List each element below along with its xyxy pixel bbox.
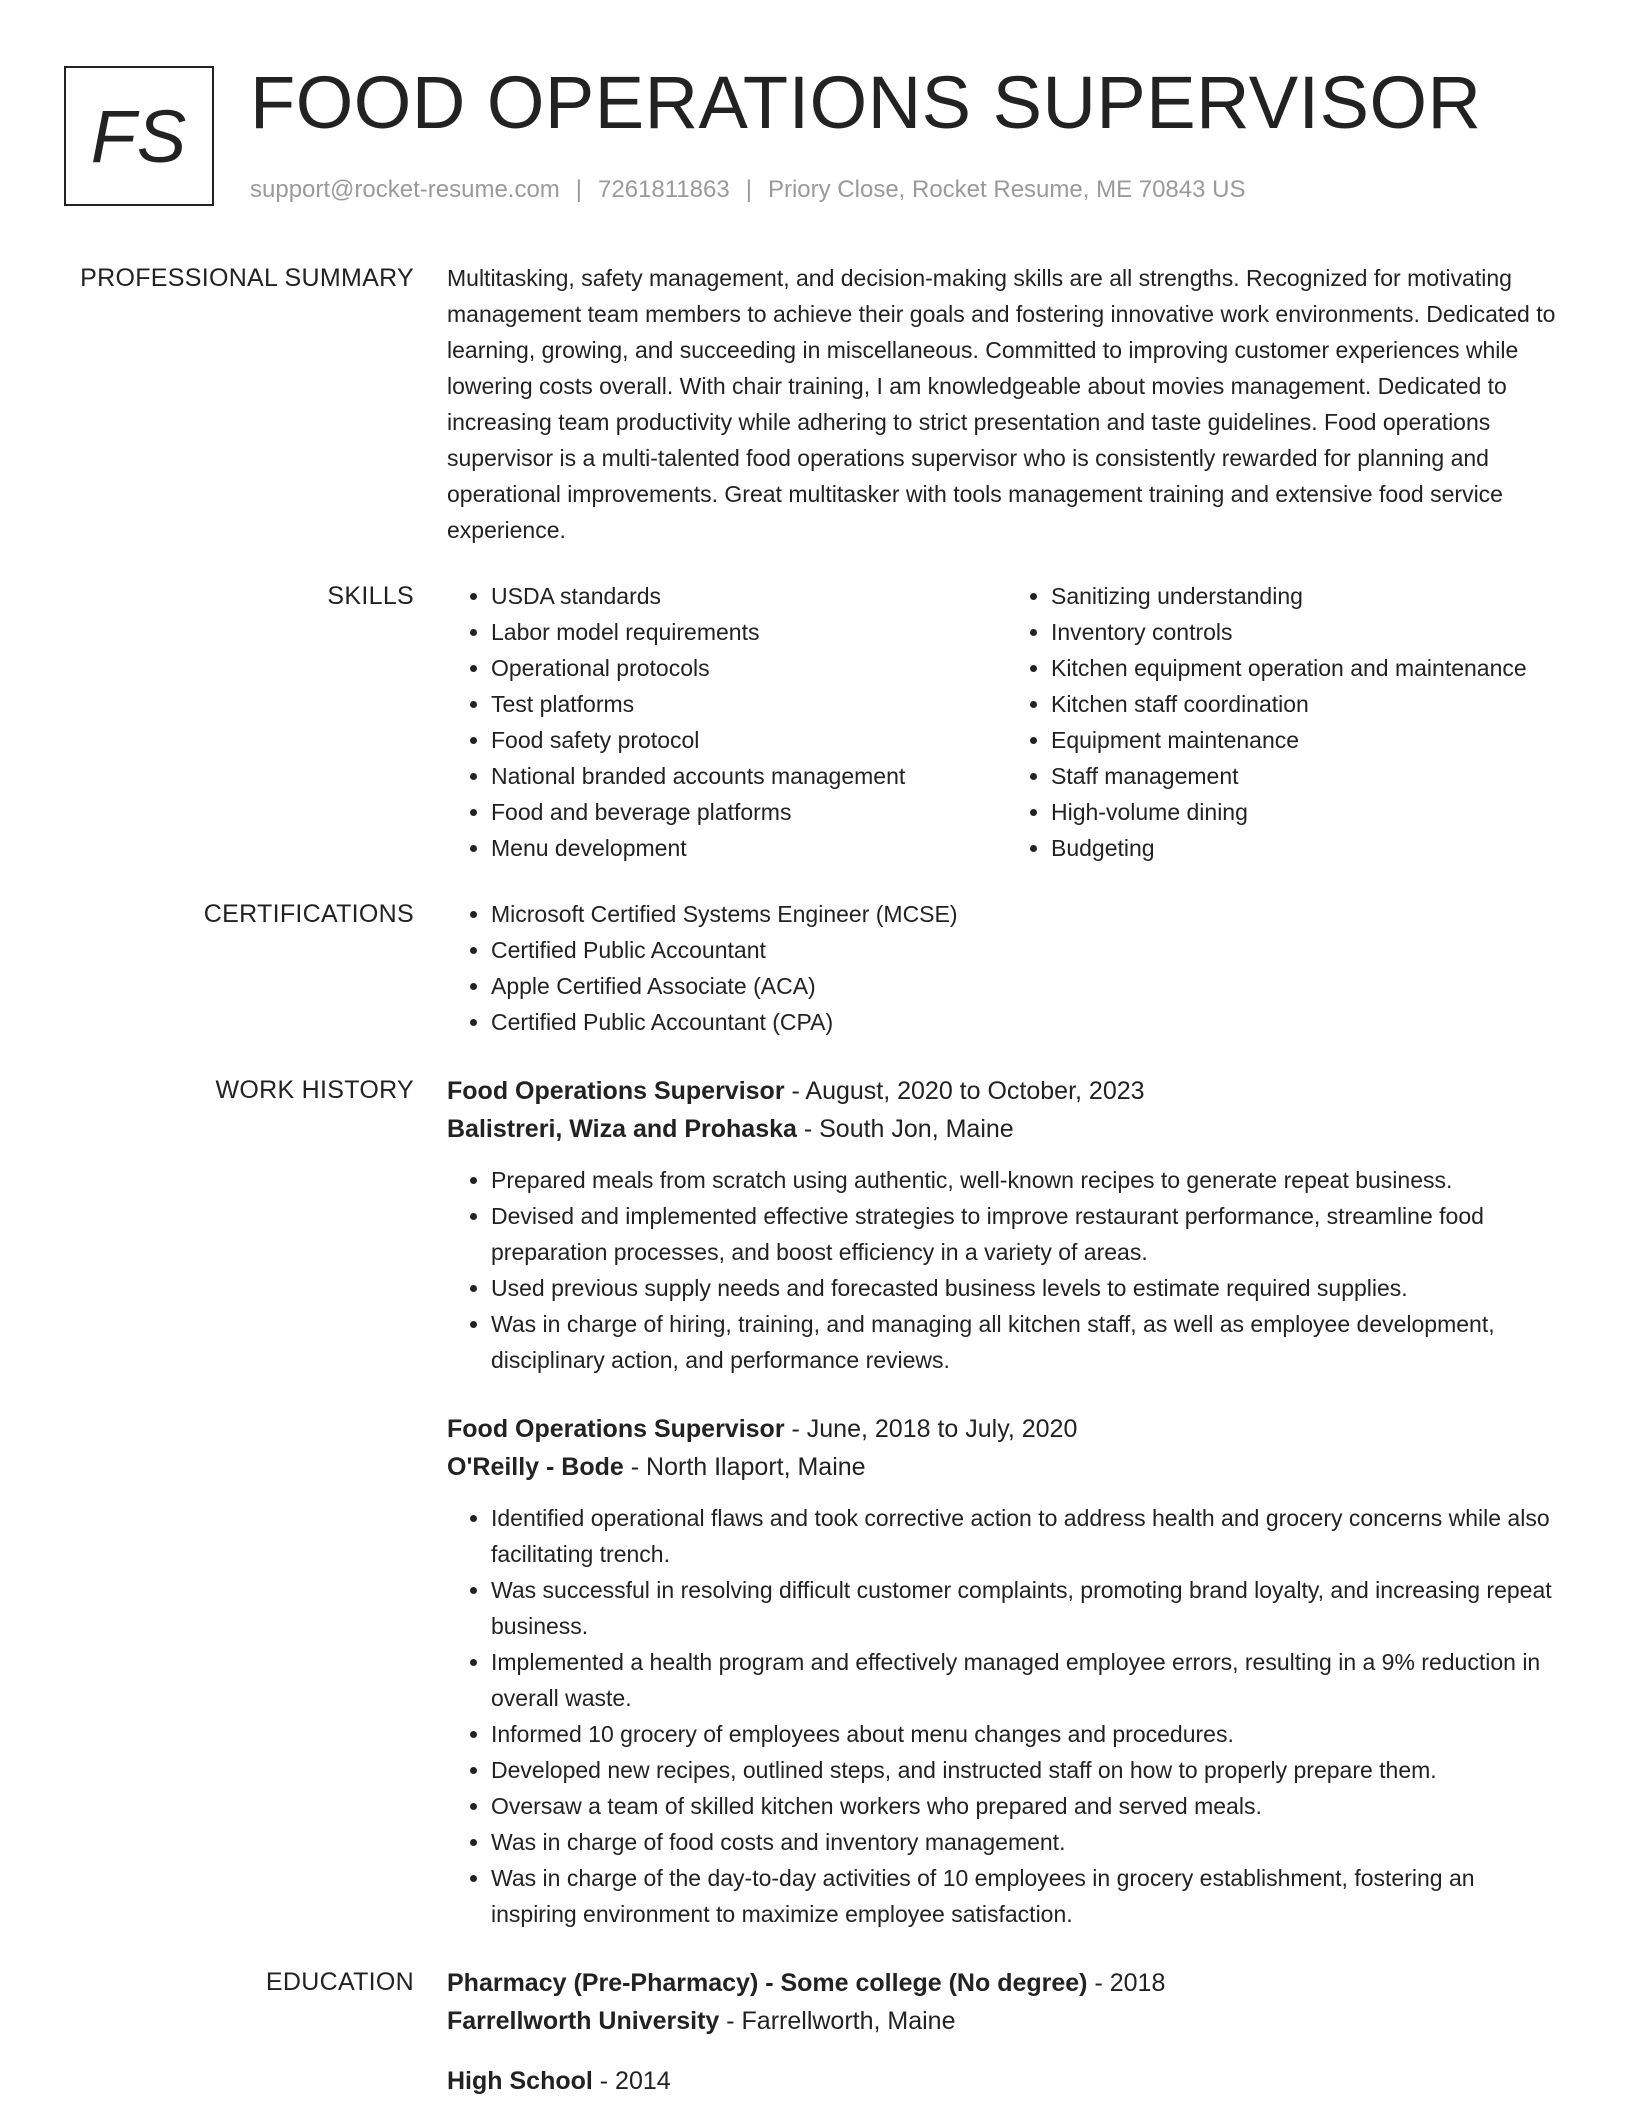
monogram-badge	[64, 66, 214, 206]
job-bullet: • Implemented a health program and effectively managed employee errors, resulting in a 9% reduction in overall waste.	[491, 1644, 1567, 1716]
job-bullet: • Was successful in resolving difficult customer complaints, promoting brand loyalty, and increasing repeat business.	[491, 1572, 1567, 1644]
skill-item: • Kitchen staff coordination	[1051, 686, 1567, 722]
education-degree-line	[447, 2062, 1567, 2100]
job-company: Balistreri, Wiza and Prohaska	[447, 1115, 797, 1143]
job-dates: - June, 2018 to July, 2020	[784, 1415, 1078, 1443]
education-degree: Pharmacy (Pre-Pharmacy) - Some college (No degree)	[447, 1969, 1088, 1997]
certifications-section	[0, 896, 1632, 1040]
skills-list-right	[1007, 578, 1567, 866]
job-bullet: • Used previous supply needs and forecasted business levels to estimate required supplies.	[491, 1270, 1567, 1306]
job-bullet: • Oversaw a team of skilled kitchen workers who prepared and served meals.	[491, 1788, 1567, 1824]
resume-content	[0, 260, 1632, 2100]
summary-heading: PROFESSIONAL SUMMARY	[80, 264, 414, 292]
education-degree: High School	[447, 2067, 593, 2095]
education-heading: EDUCATION	[265, 1968, 414, 1996]
education-school: Farrellworth University	[447, 2007, 720, 2035]
skill-item: • Menu development	[491, 830, 1007, 866]
job-entry	[447, 1410, 1567, 1932]
education-section	[0, 1964, 1632, 2100]
job-company: O'Reilly - Bode	[447, 1453, 624, 1481]
job-entry	[447, 1072, 1567, 1378]
skill-item: • Budgeting	[1051, 830, 1567, 866]
skill-item: • Food safety protocol	[491, 722, 1007, 758]
job-role: Food Operations Supervisor	[447, 1077, 785, 1105]
education-year: - 2014	[592, 2067, 671, 2095]
certification-item: • Certified Public Accountant (CPA)	[491, 1004, 1567, 1040]
job-bullet: • Developed new recipes, outlined steps, and instructed staff on how to properly prepare them.	[491, 1752, 1567, 1788]
skill-item: • Food and beverage platforms	[491, 794, 1007, 830]
skill-item: • USDA standards	[491, 578, 1007, 614]
summary-section	[0, 260, 1632, 548]
contact-separator: |	[745, 176, 752, 203]
education-location: - Farrellworth, Maine	[719, 2007, 956, 2035]
education-degree-line	[447, 1964, 1567, 2002]
job-bullet: • Identified operational flaws and took corrective action to address health and grocery concerns while also facilitating trench.	[491, 1500, 1567, 1572]
job-dates: - August, 2020 to October, 2023	[784, 1077, 1145, 1105]
skill-item: • Operational protocols	[491, 650, 1007, 686]
job-company-line	[447, 1110, 1567, 1148]
skill-item: • Staff management	[1051, 758, 1567, 794]
skill-item: • Equipment maintenance	[1051, 722, 1567, 758]
education-year: - 2018	[1087, 1969, 1166, 1997]
skill-item: • Kitchen equipment operation and maintenance	[1051, 650, 1567, 686]
work-history-heading: WORK HISTORY	[215, 1076, 414, 1104]
contact-phone[interactable]: 7261811863	[598, 176, 730, 203]
skills-section	[0, 578, 1632, 866]
education-entry	[447, 1964, 1567, 2040]
resume-title: FOOD OPERATIONS SUPERVISOR	[250, 61, 1482, 144]
job-title-line	[447, 1072, 1567, 1110]
certification-item: • Certified Public Accountant	[491, 932, 1567, 968]
job-bullet: • Was in charge of food costs and inventory management.	[491, 1824, 1567, 1860]
contact-address: Priory Close, Rocket Resume, ME 70843 US	[767, 176, 1246, 203]
job-role: Food Operations Supervisor	[447, 1415, 785, 1443]
job-bullet: • Was in charge of the day-to-day activities of 10 employees in grocery establishment, fostering an inspiring environment to maximize employee satisfaction.	[491, 1860, 1567, 1932]
certifications-heading: CERTIFICATIONS	[203, 900, 414, 928]
contact-email[interactable]: support@rocket-resume.com	[250, 176, 560, 203]
job-location: - North Ilaport, Maine	[623, 1453, 866, 1481]
job-company-line	[447, 1448, 1567, 1486]
job-bullets	[447, 1162, 1567, 1378]
skill-item: • High-volume dining	[1051, 794, 1567, 830]
contact-line	[250, 174, 1245, 206]
certification-item: • Apple Certified Associate (ACA)	[491, 968, 1567, 1004]
skills-list-left	[447, 578, 1007, 866]
work-history-section	[0, 1072, 1632, 1932]
skill-item: • Test platforms	[491, 686, 1007, 722]
job-bullet: • Informed 10 grocery of employees about menu changes and procedures.	[491, 1716, 1567, 1752]
job-bullet: • Was in charge of hiring, training, and managing all kitchen staff, as well as employee development, disciplinary action, and performance reviews.	[491, 1306, 1567, 1378]
job-bullet: • Devised and implemented effective strategies to improve restaurant performance, streamline food preparation processes, and boost efficiency in a variety of areas.	[491, 1198, 1567, 1270]
job-location: - South Jon, Maine	[796, 1115, 1014, 1143]
job-bullets	[447, 1500, 1567, 1932]
education-school-line	[447, 2002, 1567, 2040]
skill-item: • Labor model requirements	[491, 614, 1007, 650]
summary-text: Multitasking, safety management, and decision-making skills are all strengths. Recognized for motivating management team members to achieve their goals and fostering innovative work environments. Dedicated to learning, growing, and succeeding in miscellaneous. Committed to improving customer experiences while lowering costs overall. With chair training, I am knowledgeable about movies management. Dedicated to increasing team productivity while adhering to strict presentation and taste guidelines. Food operations supervisor is a multi-talented food operations supervisor who is consistently rewarded for planning and operational improvements. Great multitasker with tools management training and extensive food service experience.	[447, 265, 1556, 543]
certifications-list	[447, 896, 1567, 1040]
education-entry	[447, 2062, 1567, 2100]
skill-item: • Sanitizing understanding	[1051, 578, 1567, 614]
job-bullet: • Prepared meals from scratch using authentic, well-known recipes to generate repeat business.	[491, 1162, 1567, 1198]
skills-heading: SKILLS	[327, 582, 414, 610]
skill-item: • Inventory controls	[1051, 614, 1567, 650]
contact-separator: |	[575, 176, 583, 203]
skill-item: • National branded accounts management	[491, 758, 1007, 794]
certification-item: • Microsoft Certified Systems Engineer (MCSE)	[491, 896, 1567, 932]
job-title-line	[447, 1410, 1567, 1448]
monogram-initials: FS	[90, 94, 188, 178]
